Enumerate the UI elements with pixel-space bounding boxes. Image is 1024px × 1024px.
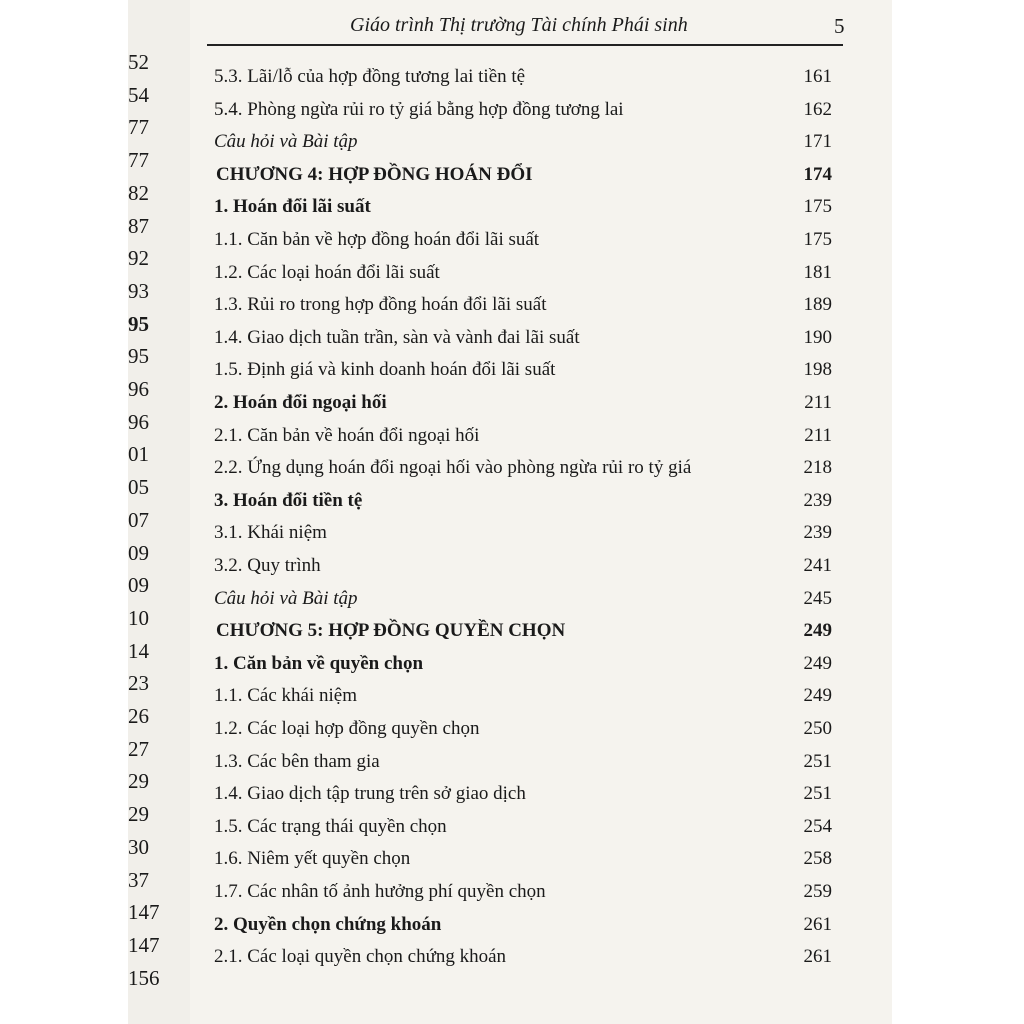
toc-entry-row	[0, 588, 1024, 618]
toc-chapter-row	[0, 164, 1024, 194]
toc-entry-title: 3. Hoán đổi tiền tệ	[214, 489, 363, 511]
previous-page-number: 147	[128, 900, 160, 925]
previous-page-number: 87	[128, 213, 149, 238]
toc-entry-title: CHƯƠNG 4: HỢP ĐỒNG HOÁN ĐỔI	[216, 163, 533, 185]
toc-entry-title: 5.4. Phòng ngừa rủi ro tỷ giá bằng hợp đồng tương lai	[214, 98, 624, 120]
previous-page-number: 93	[128, 278, 149, 303]
toc-entry-title: 2.1. Căn bản về hoán đổi ngoại hối	[214, 424, 480, 446]
toc-entry-page: 239	[803, 522, 832, 544]
previous-page-number: 96	[128, 377, 149, 401]
previous-page-number: 82	[128, 180, 149, 205]
previous-page-number: 147	[128, 932, 160, 957]
toc-entry-page: 189	[803, 294, 832, 316]
toc-entry-page: 181	[803, 261, 832, 283]
toc-entry-row	[0, 555, 1024, 585]
toc-entry-row	[0, 816, 1024, 846]
previous-page-number: 09	[128, 540, 149, 565]
toc-entry-row	[0, 783, 1024, 813]
toc-entry-page: 162	[803, 98, 832, 120]
toc-entry-title: 1. Hoán đổi lãi suất	[214, 196, 371, 218]
toc-section-row	[0, 392, 1024, 422]
toc-entry-page: 211	[804, 424, 832, 446]
previous-page-number: 77	[128, 115, 149, 140]
toc-entry-page: 261	[803, 913, 832, 935]
toc-entry-title: 1.7. Các nhân tố ảnh hưởng phí quyền chọn	[214, 881, 546, 902]
toc-entry-page: 239	[803, 489, 832, 511]
toc-entry-page: 254	[803, 815, 832, 837]
toc-entry-page: 175	[803, 229, 832, 250]
toc-section-row	[0, 196, 1024, 226]
toc-entry-page: 251	[803, 783, 832, 805]
toc-entry-title: 1.4. Giao dịch tuần trần, sàn và vành đai lãi suất	[214, 326, 580, 348]
toc-entry-row	[0, 99, 1024, 129]
previous-page-number: 29	[128, 769, 149, 794]
toc-entry-page: 190	[803, 326, 832, 348]
toc-entry-title: 5.3. Lãi/lỗ của hợp đồng tương lai tiền tệ	[214, 66, 526, 87]
previous-page-number: 01	[128, 442, 149, 467]
header-rule	[207, 44, 843, 46]
toc-entry-row	[0, 425, 1024, 455]
previous-page-number: 14	[128, 638, 149, 663]
toc-entry-title: 1.1. Các khái niệm	[214, 685, 357, 707]
previous-page-number: 95	[128, 344, 149, 369]
toc-entry-page: 251	[803, 750, 832, 772]
previous-page-number: 77	[128, 148, 149, 173]
toc-entry-title: 3.2. Quy trình	[214, 555, 321, 576]
previous-page-number: 09	[128, 573, 149, 598]
toc-entry-title: 2. Hoán đổi ngoại hối	[214, 392, 387, 413]
toc-section-row	[0, 914, 1024, 944]
toc-entry-row	[0, 262, 1024, 292]
toc-entry-page: 161	[803, 66, 832, 87]
toc-entry-title: 1.2. Các loại hợp đồng quyền chọn	[214, 718, 480, 739]
toc-entry-title: 1.5. Các trạng thái quyền chọn	[214, 815, 447, 837]
previous-page-number: 26	[128, 704, 149, 728]
toc-entry-row	[0, 327, 1024, 357]
previous-page-number: 95	[128, 311, 149, 336]
toc-entry-row	[0, 751, 1024, 781]
toc-entry-title: 2. Quyền chọn chứng khoán	[214, 913, 442, 935]
toc-entry-page: 249	[803, 685, 832, 707]
toc-entry-page: 249	[803, 620, 832, 642]
previous-page-number: 52	[128, 50, 149, 74]
previous-page-number: 23	[128, 671, 149, 696]
previous-page-number: 07	[128, 507, 149, 532]
previous-page-number: 05	[128, 475, 149, 500]
toc-entry-row	[0, 881, 1024, 911]
running-header-title: Giáo trình Thị trường Tài chính Phái sinh	[350, 14, 688, 36]
toc-entry-page: 171	[803, 131, 832, 153]
toc-entry-title: 1.1. Căn bản về hợp đồng hoán đổi lãi suất	[214, 229, 540, 250]
toc-entry-page: 245	[803, 587, 832, 609]
toc-entry-row	[0, 946, 1024, 976]
toc-entry-row	[0, 685, 1024, 715]
toc-entry-title: 3.1. Khái niệm	[214, 522, 327, 544]
toc-entry-title: 1.3. Rủi ro trong hợp đồng hoán đổi lãi suất	[214, 294, 547, 316]
toc-entry-page: 250	[803, 718, 832, 739]
toc-entry-page: 211	[804, 392, 832, 413]
toc-entry-title: 1.6. Niêm yết quyền chọn	[214, 848, 411, 870]
toc-entry-row	[0, 294, 1024, 324]
toc-entry-page: 241	[803, 555, 832, 576]
previous-page-number: 29	[128, 802, 149, 827]
toc-entry-page: 249	[803, 652, 832, 674]
toc-entry-row	[0, 718, 1024, 748]
toc-entry-row	[0, 229, 1024, 259]
toc-entry-row	[0, 66, 1024, 96]
toc-entry-row	[0, 848, 1024, 878]
previous-page-number: 96	[128, 409, 149, 434]
toc-entry-page: 258	[803, 848, 832, 870]
previous-page-number: 156	[128, 965, 160, 990]
previous-page-number: 30	[128, 834, 149, 859]
toc-entry-title: Câu hỏi và Bài tập	[214, 587, 358, 609]
page-number: 5	[834, 14, 845, 38]
toc-entry-row	[0, 457, 1024, 487]
toc-entry-title: Câu hỏi và Bài tập	[214, 131, 358, 153]
toc-entry-title: 2.1. Các loại quyền chọn chứng khoán	[214, 946, 507, 968]
toc-entry-page: 174	[803, 163, 832, 185]
toc-entry-page: 259	[803, 881, 832, 902]
toc-entry-title: 1. Căn bản về quyền chọn	[214, 652, 424, 674]
toc-entry-title: CHƯƠNG 5: HỢP ĐỒNG QUYỀN CHỌN	[216, 620, 566, 642]
previous-page-number: 54	[128, 82, 149, 107]
toc-entry-title: 1.2. Các loại hoán đổi lãi suất	[214, 261, 440, 283]
previous-page-number: 27	[128, 736, 149, 761]
toc-entry-row	[0, 131, 1024, 161]
toc-entry-title: 1.3. Các bên tham gia	[214, 750, 380, 772]
previous-page-number: 92	[128, 246, 149, 271]
toc-entry-page: 175	[803, 196, 832, 218]
toc-entry-title: 1.4. Giao dịch tập trung trên sở giao dịch	[214, 783, 526, 805]
toc-entry-row	[0, 522, 1024, 552]
toc-entry-page: 218	[803, 457, 832, 479]
toc-entry-page: 261	[803, 946, 832, 968]
toc-section-row	[0, 490, 1024, 520]
toc-entry-title: 2.2. Ứng dụng hoán đổi ngoại hối vào phòng ngừa rủi ro tỷ giá	[214, 457, 692, 479]
previous-page-number: 37	[128, 867, 149, 892]
previous-page-number: 10	[128, 605, 149, 630]
toc-section-row	[0, 653, 1024, 683]
toc-entry-row	[0, 359, 1024, 389]
toc-entry-title: 1.5. Định giá và kinh doanh hoán đổi lãi suất	[214, 359, 556, 381]
toc-chapter-row	[0, 620, 1024, 650]
toc-entry-page: 198	[803, 359, 832, 381]
